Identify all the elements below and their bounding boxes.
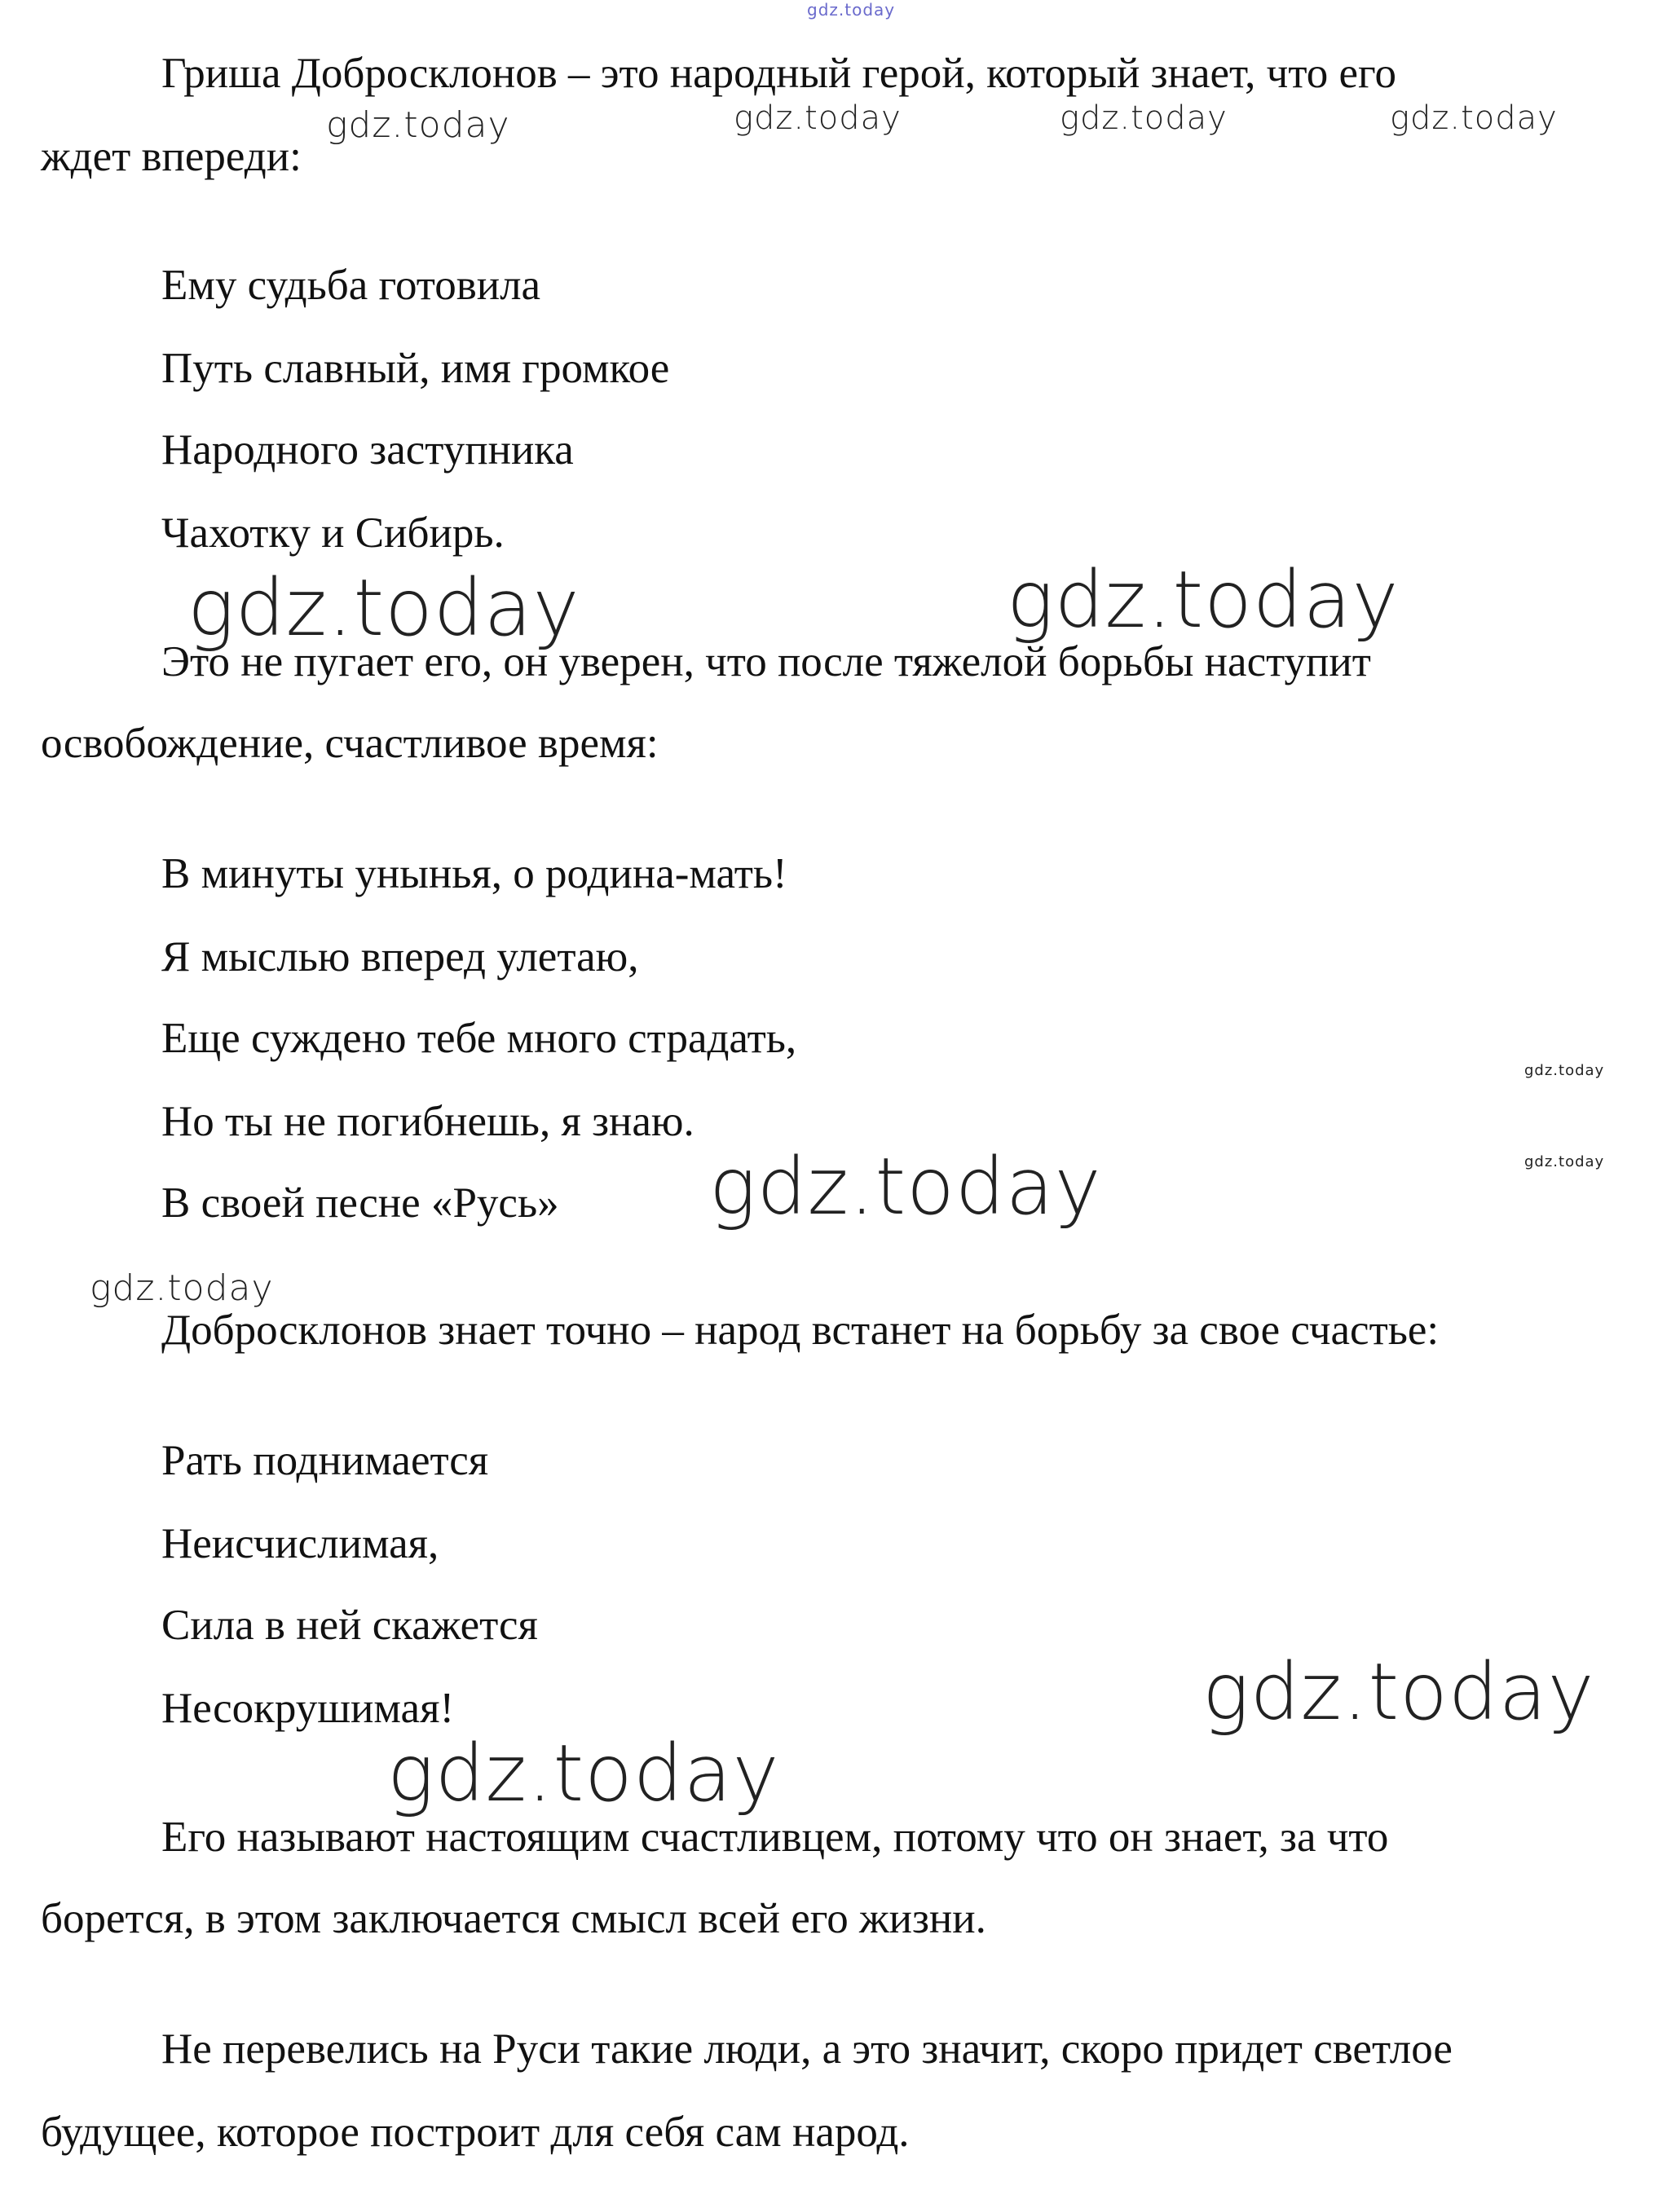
- watermark-12: gdz.today: [387, 1728, 780, 1819]
- watermark-5: gdz.today: [187, 562, 580, 654]
- paragraph-3-line-1: Добросклонов знает точно – народ встанет на борьбу за свое счастье:: [161, 1307, 1440, 1354]
- watermark-6: gdz.today: [1007, 554, 1400, 646]
- poem-2-line-3: Еще суждено тебе много страдать,: [161, 1015, 797, 1062]
- watermark-7: gdz.today: [1524, 1062, 1605, 1079]
- poem-3-line-4: Несокрушимая!: [161, 1685, 455, 1732]
- poem-1-line-4: Чахотку и Сибирь.: [161, 509, 505, 557]
- paragraph-2-line-2: освобождение, счастливое время:: [41, 720, 659, 767]
- watermark-8: gdz.today: [1524, 1153, 1605, 1170]
- poem-3-line-1: Рать поднимается: [161, 1437, 489, 1484]
- paragraph-1-line-2: ждет впереди:: [41, 133, 302, 180]
- watermark-1: gdz.today: [326, 104, 510, 146]
- paragraph-4-line-1: Его называют настоящим счастливцем, потому что он знает, за что: [161, 1813, 1389, 1861]
- paragraph-1-line-1: Гриша Добросклонов – это народный герой, который знает, что его: [161, 50, 1396, 97]
- paragraph-2-line-1: Это не пугает его, он уверен, что после тяжелой борьбы наступит: [161, 638, 1371, 685]
- poem-2-line-4: Но ты не погибнешь, я знаю.: [161, 1098, 694, 1145]
- watermark-2: gdz.today: [734, 99, 902, 137]
- poem-1-line-1: Ему судьба готовила: [161, 262, 541, 309]
- watermark-10: gdz.today: [90, 1267, 274, 1309]
- watermark-9: gdz.today: [709, 1141, 1102, 1232]
- poem-2-line-1: В минуты унынья, о родина-мать!: [161, 850, 787, 897]
- paragraph-5-line-2: будущее, которое построит для себя сам народ.: [41, 2109, 910, 2156]
- watermark-4: gdz.today: [1390, 99, 1558, 137]
- poem-1-line-2: Путь славный, имя громкое: [161, 345, 670, 392]
- poem-3-line-3: Сила в ней скажется: [161, 1602, 538, 1649]
- watermark-11: gdz.today: [1202, 1646, 1595, 1738]
- watermark-3: gdz.today: [1060, 99, 1228, 137]
- poem-3-line-2: Неисчислимая,: [161, 1520, 439, 1567]
- paragraph-4-line-2: борется, в этом заключается смысл всей его жизни.: [41, 1895, 986, 1942]
- poem-2-line-5: В своей песне «Русь»: [161, 1179, 559, 1227]
- poem-1-line-3: Народного заступника: [161, 426, 574, 474]
- poem-2-line-2: Я мыслью вперед улетаю,: [161, 933, 639, 981]
- watermark-top: gdz.today: [807, 0, 896, 20]
- paragraph-5-line-1: Не перевелись на Руси такие люди, а это значит, скоро придет светлое: [161, 2025, 1453, 2073]
